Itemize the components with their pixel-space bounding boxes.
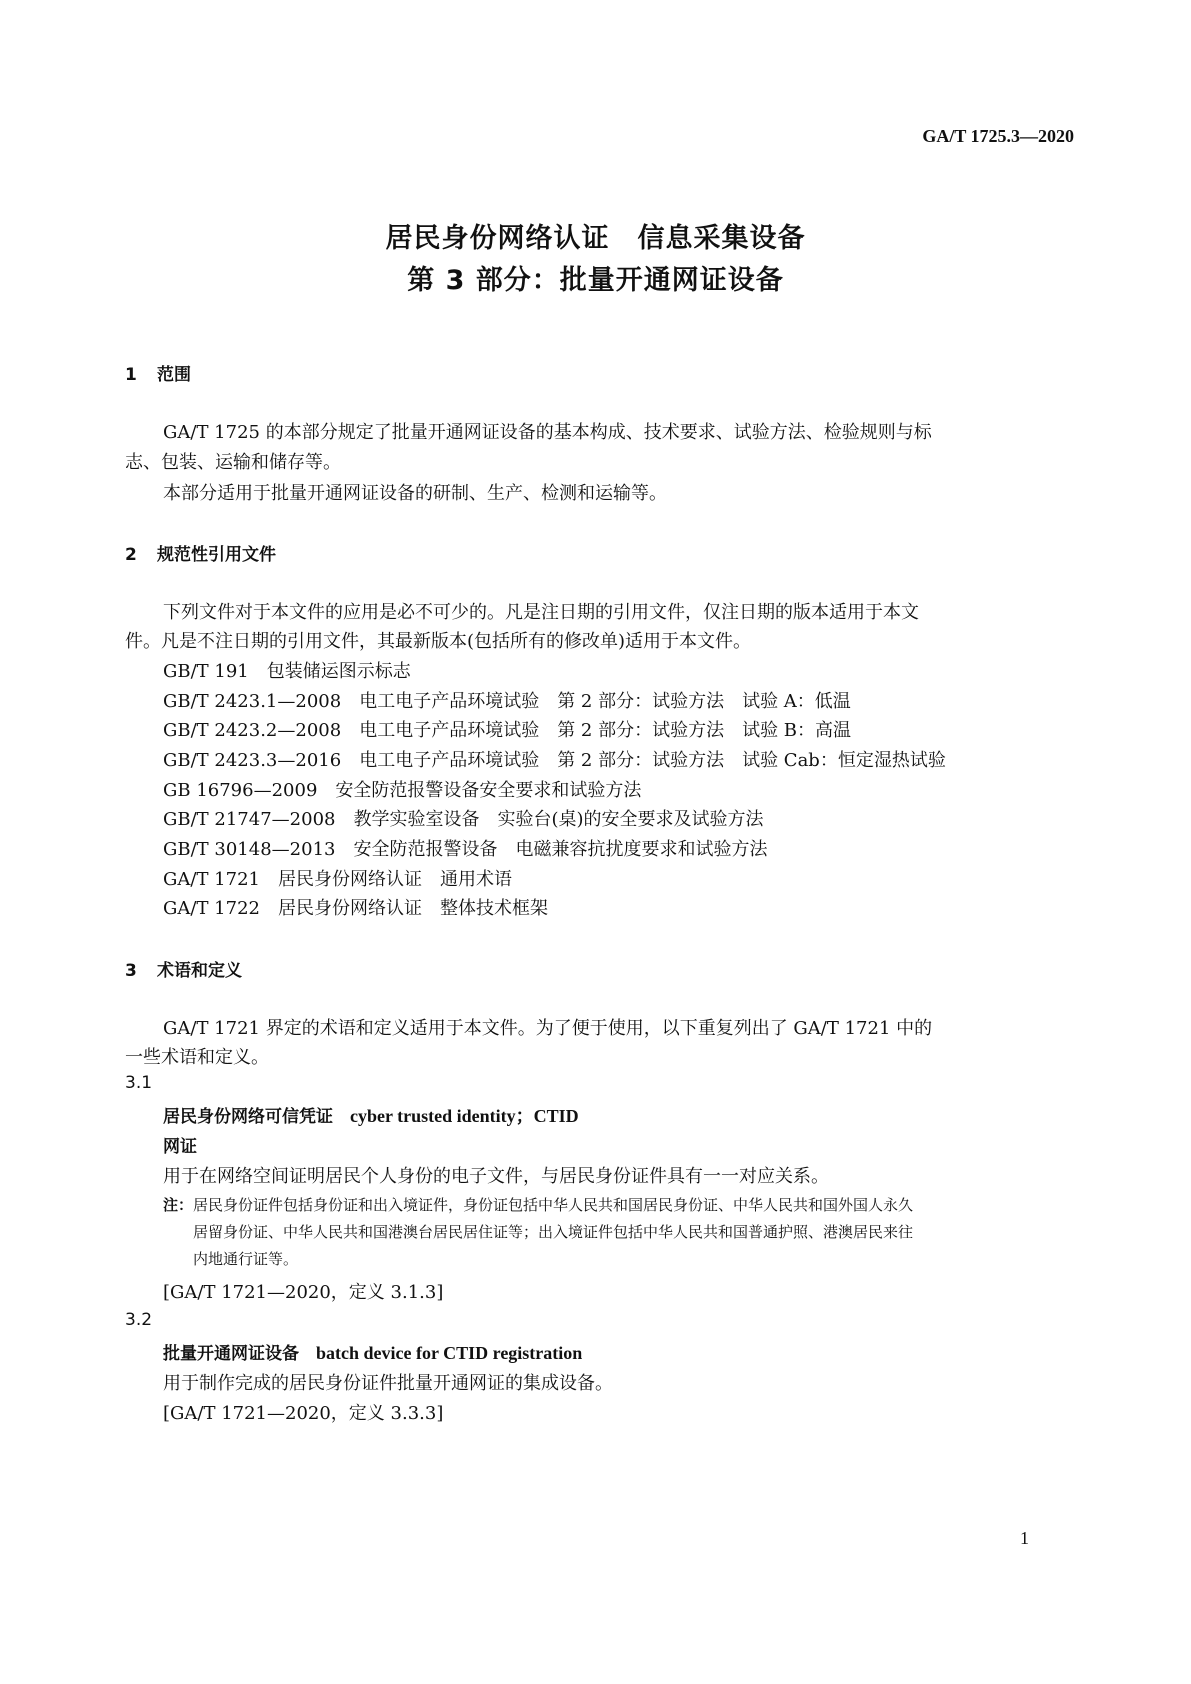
note-label: 注：: [163, 1196, 194, 1214]
reference-item: GB/T 30148—2013 安全防范报警设备 电磁兼容抗扰度要求和试验方法: [163, 839, 768, 860]
section-3-heading: [125, 956, 242, 981]
term-definition: 用于在网络空间证明居民个人身份的电子文件，与居民身份证件具有一一对应关系。: [163, 1166, 829, 1187]
term-title: [163, 1102, 579, 1128]
refs-intro-line-1: 下列文件对于本文件的应用是必不可少的。凡是注日期的引用文件，仅注日期的版本适用于本文: [163, 602, 919, 623]
term-number: 3.1: [125, 1073, 153, 1093]
terms-intro-line-2: 一些术语和定义。: [125, 1047, 269, 1068]
note-text: 居民身份证件包括身份证和出入境证件，身份证包括中华人民共和国居民身份证、中华人民共和国外国人永久: [193, 1196, 914, 1214]
reference-item: GB/T 21747—2008 教学实验室设备 实验台(桌)的安全要求及试验方法: [163, 809, 764, 830]
standard-number: GA/T 1725.3—2020: [922, 126, 1074, 146]
reference-item: GA/T 1721 居民身份网络认证 通用术语: [163, 869, 512, 890]
title-line-1: 居民身份网络认证 信息采集设备: [385, 223, 806, 254]
section-title: 术语和定义: [157, 961, 242, 981]
page-number: 1: [1020, 1528, 1029, 1548]
title-line-2: 第 3 部分：批量开通网证设备: [407, 265, 784, 296]
term-en: cyber trusted identity；CTID: [350, 1106, 579, 1126]
term-note-line-2: 居留身份证、中华人民共和国港澳台居民居住证等；出入境证件包括中华人民共和国普通护照、港澳居民来往: [193, 1223, 914, 1241]
scope-para-2: 本部分适用于批量开通网证设备的研制、生产、检测和运输等。: [163, 483, 667, 504]
term-note-line-3: 内地通行证等。: [193, 1250, 299, 1268]
reference-item: GA/T 1722 居民身份网络认证 整体技术框架: [163, 898, 548, 919]
terms-intro-line-1: GA/T 1721 界定的术语和定义适用于本文件。为了便于使用，以下重复列出了 GA/T 1721 中的: [163, 1018, 933, 1039]
section-2-heading: [125, 540, 276, 565]
section-number: 2: [125, 545, 137, 565]
section-number: 1: [125, 365, 137, 385]
term-en: batch device for CTID registration: [316, 1343, 583, 1363]
term-source: [GA/T 1721—2020，定义 3.3.3]: [163, 1403, 444, 1424]
term-number: 3.2: [125, 1310, 153, 1330]
scope-para-1-line-1: GA/T 1725 的本部分规定了批量开通网证设备的基本构成、技术要求、试验方法、检验规则与标: [163, 422, 932, 443]
reference-item: GB/T 191 包装储运图示标志: [163, 661, 411, 682]
reference-item: GB/T 2423.1—2008 电工电子产品环境试验 第 2 部分：试验方法 试验 A：低温: [163, 691, 851, 712]
term-zh: 居民身份网络可信凭证: [163, 1107, 333, 1127]
reference-item: GB/T 2423.3—2016 电工电子产品环境试验 第 2 部分：试验方法 试验 Cab：恒定湿热试验: [163, 750, 946, 771]
term-zh: 批量开通网证设备: [163, 1344, 299, 1364]
scope-para-1-line-2: 志、包装、运输和储存等。: [125, 452, 341, 473]
term-note-line-1: [163, 1194, 913, 1215]
section-title: 规范性引用文件: [157, 545, 276, 565]
term-synonym: 网证: [163, 1137, 197, 1157]
term-source: [GA/T 1721—2020，定义 3.1.3]: [163, 1282, 444, 1303]
refs-intro-line-2: 件。凡是不注日期的引用文件，其最新版本(包括所有的修改单)适用于本文件。: [125, 631, 752, 652]
section-title: 范围: [157, 365, 191, 385]
reference-item: GB/T 2423.2—2008 电工电子产品环境试验 第 2 部分：试验方法 试验 B：高温: [163, 720, 852, 741]
term-title: [163, 1339, 582, 1364]
term-definition: 用于制作完成的居民身份证件批量开通网证的集成设备。: [163, 1373, 613, 1394]
reference-item: GB 16796—2009 安全防范报警设备安全要求和试验方法: [163, 780, 642, 801]
section-1-heading: [125, 360, 191, 385]
section-number: 3: [125, 961, 137, 981]
